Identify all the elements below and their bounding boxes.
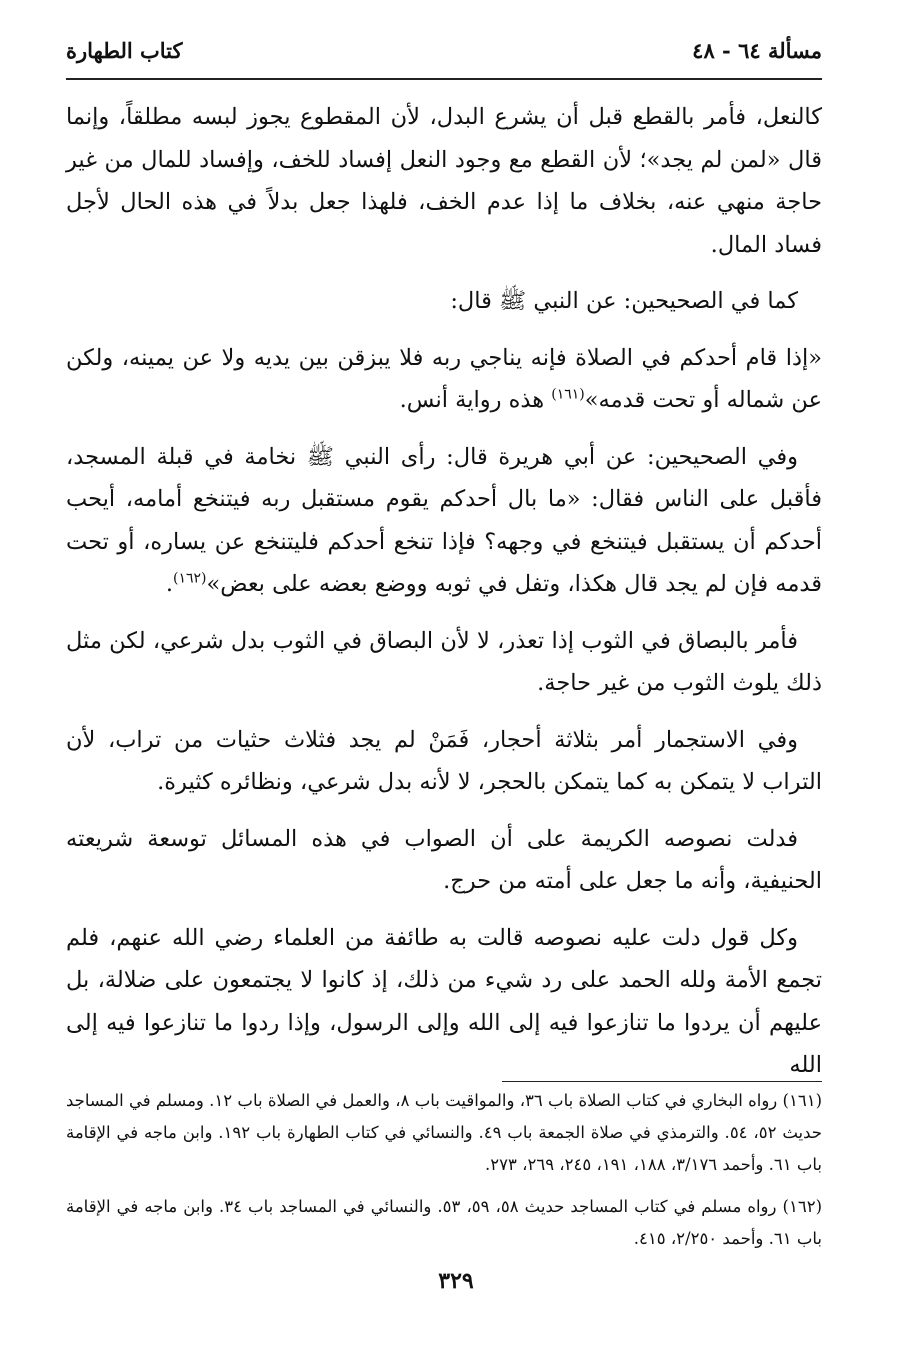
page-number: ٣٢٩ (438, 1268, 474, 1294)
header-rule (66, 78, 822, 80)
paragraph-text: فدلت نصوصه الكريمة على أن الصواب في هذه المسائل توسعة شريعته الحنيفية، وأنه ما جعل على أمته من حرج. (66, 825, 822, 894)
paragraph-tail: هذه رواية أنس. (399, 387, 552, 413)
paragraph (66, 620, 822, 705)
paragraph-text: كالنعل، فأمر بالقطع قبل أن يشرع البدل، لأن المقطوع يجوز لبسه مطلقاً، وإنما قال «لمن لم يجد»؛ لأن القطع مع وجود النعل إفساد للخف، وإفساد للمال من غير حاجة منهي عنه، بخلاف ما إذا عدم الخف، فلهذا جعل بدلاً في هذه الحال لأجل فساد المال. (66, 104, 822, 258)
footnote-162: (١٦٢) رواه مسلم في كتاب المساجد حديث ٥٨، ٥٩، ٥٣. والنسائي في المساجد باب ٣٤. وابن ماجه في الإقامة باب ٦١. وأحمد ٢/٢٥٠، ٤١٥. (66, 1197, 823, 1248)
paragraph-tail: . (165, 571, 173, 597)
running-header (66, 38, 822, 74)
paragraph-text: «إذا قام أحدكم في الصلاة فإنه يناجي ربه فلا يبزقن بين يديه ولا عن يمينه، ولكن عن شماله أو تحت قدمه» (66, 344, 822, 413)
footnote-ref-162[interactable]: (١٦٢) (173, 570, 207, 587)
paragraph-text: فأمر بالبصاق في الثوب إذا تعذر، لا لأن البصاق في الثوب بدل شرعي، لكن مثل ذلك يلوث الثوب من غير حاجة. (66, 627, 822, 696)
paragraph (66, 436, 822, 606)
paragraph (66, 280, 822, 323)
footnote-ref-161[interactable]: (١٦١) (551, 386, 585, 403)
main-text (66, 96, 822, 1101)
paragraph-text: كما في الصحيحين: عن النبي ﷺ قال: (450, 288, 798, 314)
paragraph (66, 96, 822, 266)
paragraph (66, 818, 822, 903)
footnote-rule (502, 1081, 822, 1082)
hadith-quote (66, 337, 822, 422)
paragraph (66, 719, 822, 804)
header-book-title: كتاب الطهارة (66, 38, 183, 63)
footnote-161: (١٦١) رواه البخاري في كتاب الصلاة باب ٣٦، والمواقيت باب ٨، والعمل في الصلاة باب ١٢. ومسلم في المساجد حديث ٥٢، ٥٤. والترمذي في صلاة الجمعة باب ٤٩. والنسائي في كتاب الطهارة باب ١٩٢. وابن ماجه في الإقامة باب ٦١. وأحمد ٣/١٧٦، ١٨٨، ١٩١، ٢٤٥، ٢٦٩، ٢٧٣. (66, 1091, 822, 1174)
paragraph-text: وفي الصحيحين: عن أبي هريرة قال: رأى النبي ﷺ نخامة في قبلة المسجد، فأقبل على الناس فقال: «ما بال أحدكم يقوم مستقبل ربه فيتنخع أمامه، أيحب أحدكم أن يستقبل فيتنخع في وجهه؟ فإذا تنخع أحدكم فليتنخع عن يساره، أو تحت قدمه فإن لم يجد قال هكذا، وتفل في ثوبه ووضع بعضه على بعض» (66, 443, 822, 597)
header-section-number: مسألة ٦٤ - ٤٨ (692, 38, 822, 63)
paragraph-text: وكل قول دلت عليه نصوصه قالت به طائفة من العلماء رضي الله عنهم، فلم تجمع الأمة ولله الحمد على رد شيء من ذلك، إذ كانوا لا يجتمعون على ضلالة، بل عليهم أن يردوا ما تنازعوا فيه إلى الله وإلى الرسول، وإذا ردوا ما تنازعوا فيه إلى الله (66, 924, 822, 1078)
paragraph-text: وفي الاستجمار أمر بثلاثة أحجار، فَمَنْ لم يجد فثلاث حثيات من تراب، لأن التراب لا يتمكن به كما يتمكن بالحجر، لا لأنه بدل شرعي، ونظائره كثيرة. (66, 726, 822, 795)
footnotes (66, 1085, 822, 1265)
paragraph (66, 917, 822, 1087)
